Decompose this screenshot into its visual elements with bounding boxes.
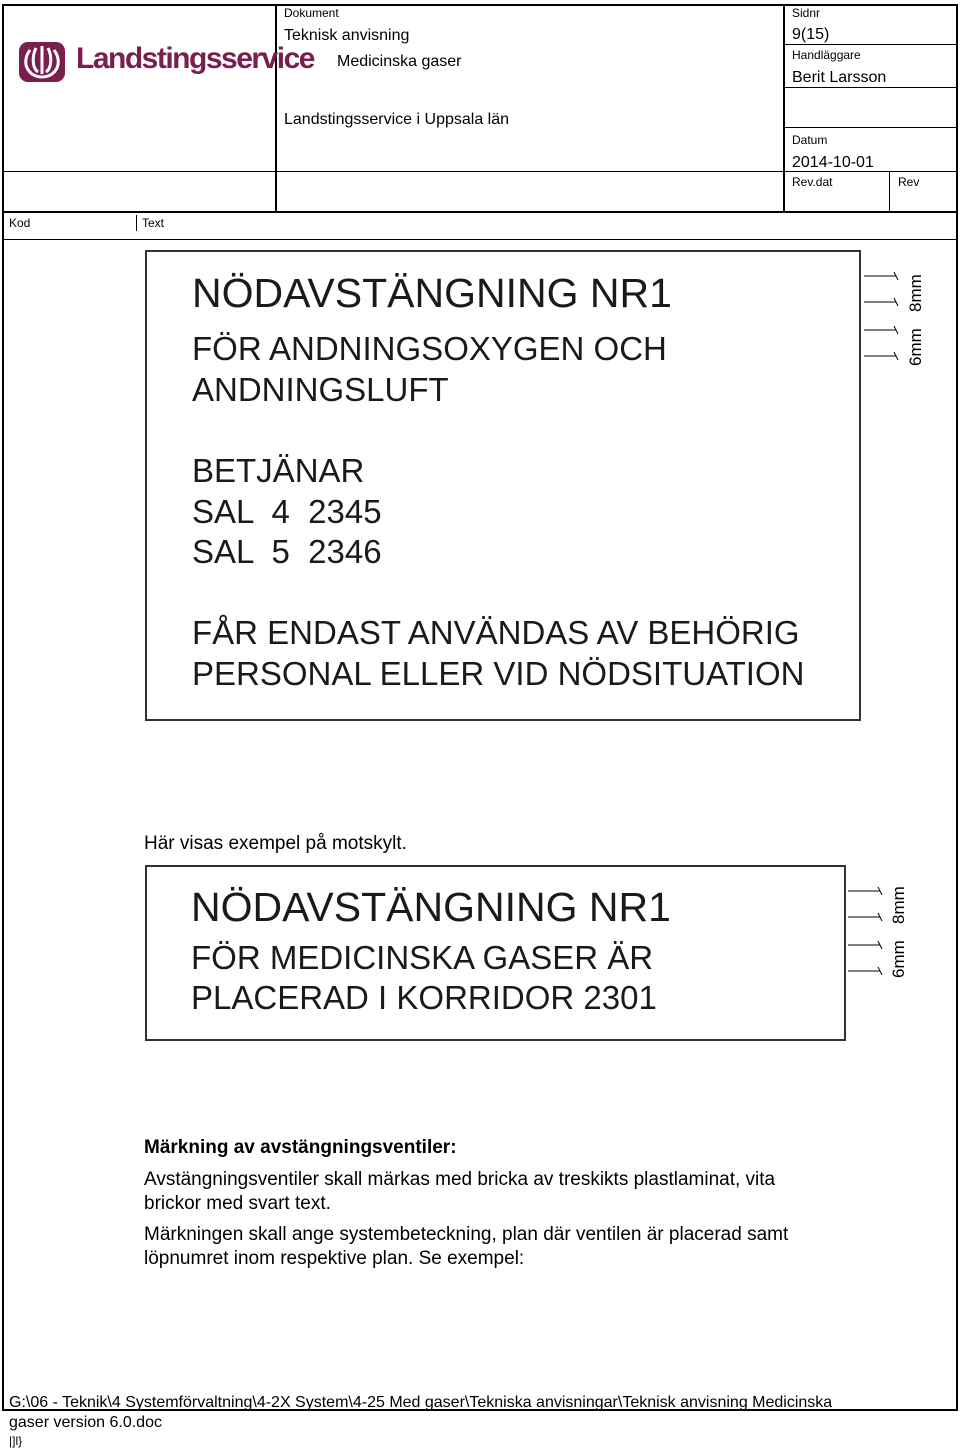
valves-para1-line2: brickor med svart text. bbox=[144, 1193, 331, 1214]
file-path-cont: gaser version 6.0.doc bbox=[9, 1414, 162, 1431]
organization: Landstingsservice i Uppsala län bbox=[284, 111, 510, 128]
sign1-title: NÖDAVSTÄNGNING NR1 bbox=[192, 270, 672, 316]
document-label: Dokument bbox=[284, 6, 339, 20]
dimension-marker-icon bbox=[862, 268, 902, 368]
logo-mark-icon bbox=[18, 38, 66, 84]
file-path: G:\06 - Teknik\4 Systemförvaltning\4-2X System\4-25 Med gaser\Tekniska anvisningar\Teknisk anvisning Medicinska bbox=[9, 1394, 833, 1411]
footer-mark: |]l} bbox=[9, 1434, 23, 1448]
sign1-dim-small: 6mm bbox=[906, 328, 925, 366]
valves-heading: Märkning av avstängningsventiler: bbox=[144, 1137, 457, 1158]
date-label: Datum bbox=[792, 133, 828, 147]
page-number: 9(15) bbox=[792, 26, 830, 43]
handler-label: Handläggare bbox=[792, 48, 861, 62]
handler-value: Berit Larsson bbox=[792, 69, 887, 86]
page-label: Sidnr bbox=[792, 6, 821, 20]
text-label: Text bbox=[142, 216, 165, 230]
code-label: Kod bbox=[9, 216, 31, 230]
sign2-dim-large: 8mm bbox=[889, 886, 908, 924]
footer-frame-right bbox=[956, 240, 958, 1410]
sign1-line1: FÖR ANDNINGSOXYGEN OCH bbox=[192, 330, 667, 367]
valves-para2-line1: Märkningen skall ange systembeteckning, plan där ventilen är placerad samt bbox=[144, 1224, 789, 1245]
sign1-line5: SAL 5 2346 bbox=[192, 533, 382, 570]
sign2-line2: PLACERAD I KORRIDOR 2301 bbox=[191, 979, 657, 1016]
sign1-dim-large: 8mm bbox=[906, 274, 925, 312]
logo bbox=[18, 38, 314, 86]
document-title: Teknisk anvisning bbox=[284, 27, 410, 44]
date-value: 2014-10-01 bbox=[792, 154, 874, 171]
rev-label: Rev bbox=[898, 175, 920, 189]
footer-frame-left bbox=[2, 240, 4, 1410]
sign2-line1: FÖR MEDICINSKA GASER ÄR bbox=[191, 939, 654, 976]
sign2-dim-small: 6mm bbox=[889, 940, 908, 978]
sign1-line3: BETJÄNAR bbox=[192, 452, 365, 489]
logo-text: Landstingsservice bbox=[76, 42, 314, 75]
example-caption: Här visas exempel på motskylt. bbox=[144, 833, 407, 854]
sign2-title: NÖDAVSTÄNGNING NR1 bbox=[191, 884, 671, 930]
document-subtitle: Medicinska gaser bbox=[337, 53, 462, 70]
sign1-line2: ANDNINGSLUFT bbox=[192, 371, 449, 408]
valves-para2-line2: löpnumret inom respektive plan. Se exempel: bbox=[144, 1248, 525, 1269]
sign1-line6: FÅR ENDAST ANVÄNDAS AV BEHÖRIG bbox=[192, 614, 800, 651]
revdate-label: Rev.dat bbox=[792, 175, 833, 189]
sign1-line7: PERSONAL ELLER VID NÖDSITUATION bbox=[192, 655, 805, 692]
sign1-line4: SAL 4 2345 bbox=[192, 493, 382, 530]
dimension-marker-icon bbox=[846, 883, 886, 983]
valves-para1-line1: Avstängningsventiler skall märkas med bricka av treskikts plastlaminat, vita bbox=[144, 1169, 776, 1190]
